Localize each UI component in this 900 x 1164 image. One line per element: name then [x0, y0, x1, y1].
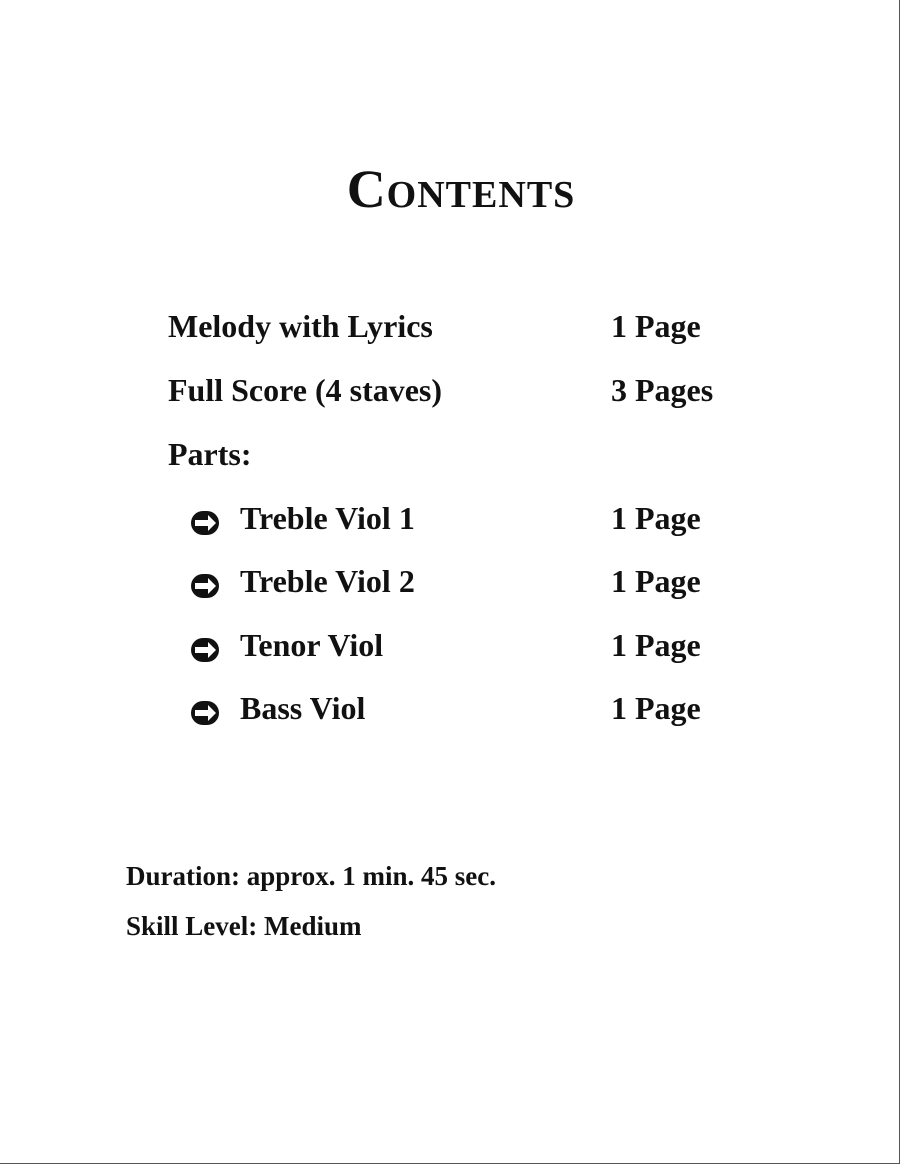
part-pages: 1 Page: [611, 690, 701, 726]
contents-item-label: Melody with Lyrics: [168, 308, 433, 344]
contents-row-bass-viol: [0, 690, 900, 734]
contents-row-treble-viol-1: [0, 500, 900, 544]
contents-item-pages: 1 Page: [611, 308, 701, 344]
part-pages: 1 Page: [611, 500, 701, 536]
circled-arrow-right-icon: [191, 638, 219, 662]
part-label: Treble Viol 2: [240, 563, 415, 599]
skill-level-text: Skill Level: Medium: [126, 911, 362, 941]
duration-text: Duration: approx. 1 min. 45 sec.: [126, 861, 497, 891]
contents-row-treble-viol-2: [0, 563, 900, 607]
circled-arrow-right-icon: [191, 574, 219, 598]
contents-row-full-score: [0, 372, 900, 416]
page-title: Contents: [346, 159, 576, 219]
part-pages: 1 Page: [611, 563, 701, 599]
part-label: Bass Viol: [240, 690, 366, 726]
contents-row-tenor-viol: [0, 627, 900, 671]
contents-item-pages: 3 Pages: [611, 372, 714, 408]
part-label: Tenor Viol: [240, 627, 384, 663]
parts-heading: Parts:: [168, 436, 252, 472]
contents-item-label: Full Score (4 staves): [168, 372, 443, 408]
part-pages: 1 Page: [611, 627, 701, 663]
circled-arrow-right-icon: [191, 701, 219, 725]
contents-row-parts-heading: [0, 436, 900, 480]
part-label: Treble Viol 1: [240, 500, 415, 536]
circled-arrow-right-icon: [191, 511, 219, 535]
contents-row-melody: [0, 308, 900, 352]
